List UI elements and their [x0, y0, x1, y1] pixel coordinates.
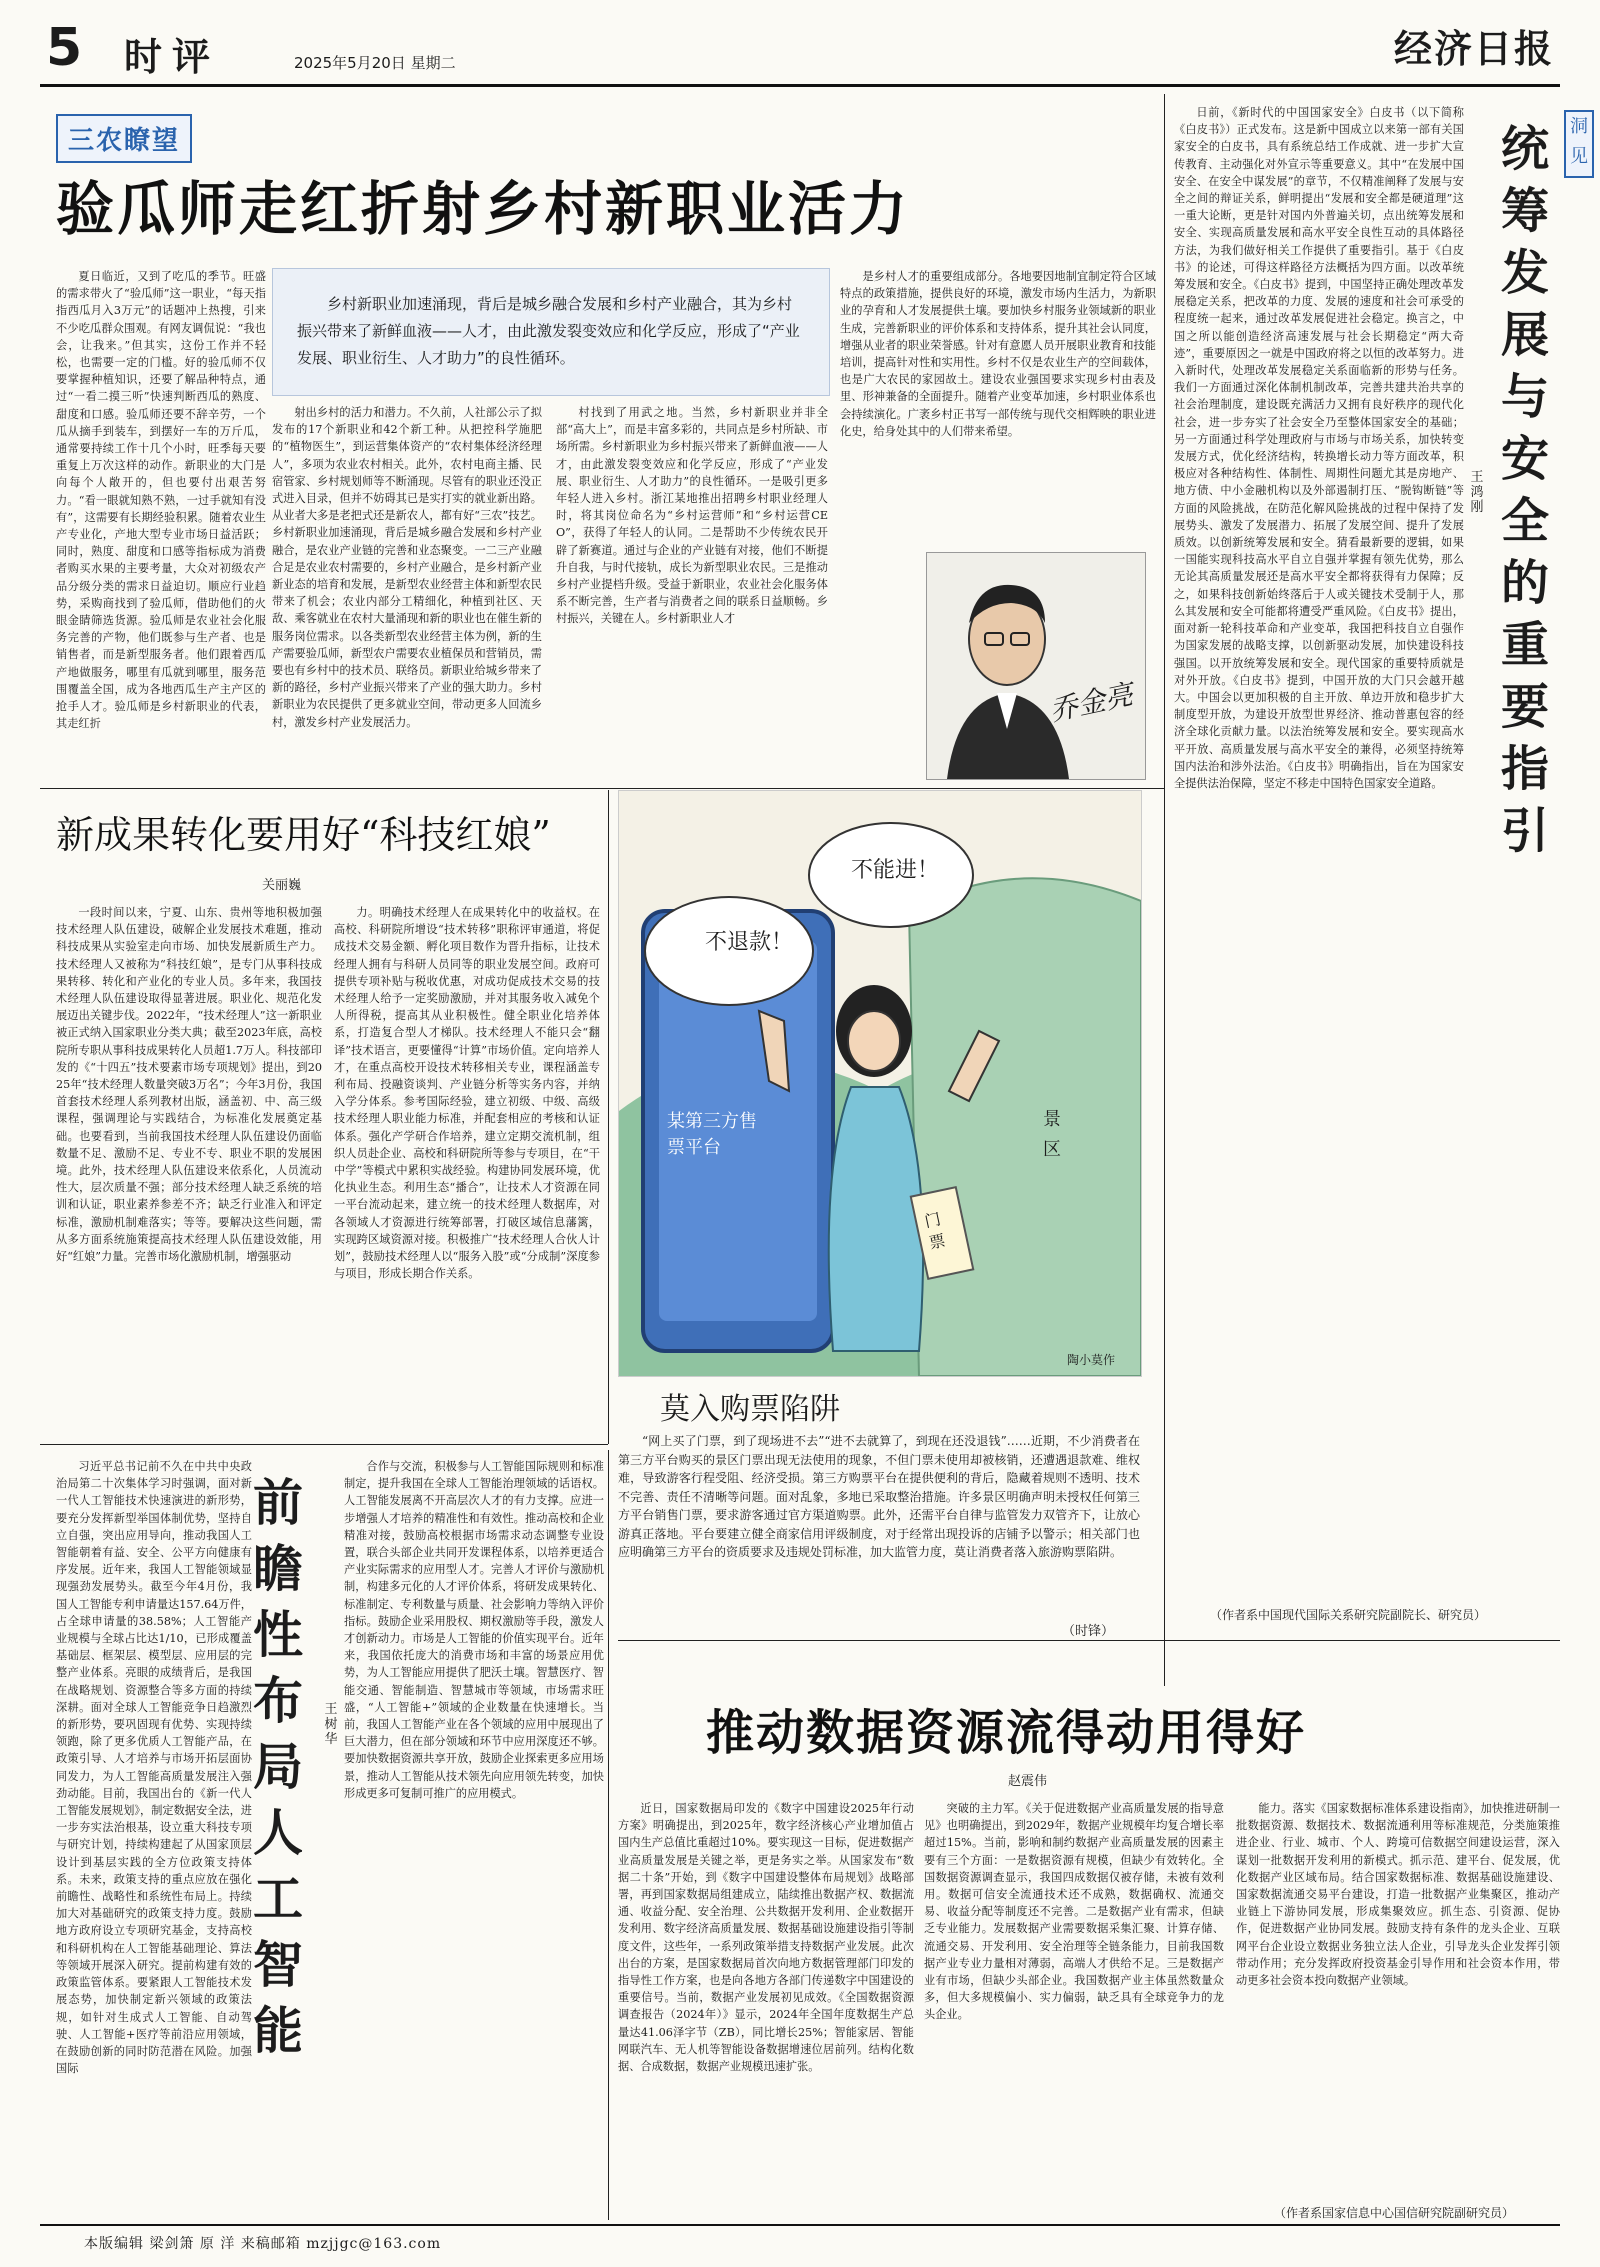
portrait-illustration — [927, 553, 1145, 779]
article5-title: 推动数据资源流得动用得好 — [706, 1705, 1307, 1761]
section-name: 时评 — [124, 35, 221, 79]
article3-author: 王树华 — [324, 1702, 338, 1747]
issue-date: 2025年5月20日 星期二 — [294, 54, 456, 72]
article3-column-1-text: 习近平总书记前不久在中共中央政治局第二十次集体学习时强调，面对新一代人工智能技术快速演进的新形势，要充分发挥新型举国体制优势，坚持自立自强，突出应用导向，推动我国人工智能朝着有益、安全、公平方向健康有序发展。近年来，我国人工智能领域显现强劲发展势头。截至今年4月份，我国人工智能专利申请量达157.64万件，占全球申请量的38.58%；人工智能产业规模与全球占比达1/10，已形成覆盖基础层、框架层、模型层、应用层的完整产业体系。亮眼的成绩背后，是我国在战略规划、资源整合等多方面的持续深耕。面对全球人工智能竞争日趋激烈的新形势，要巩固现有优势、实现持续领跑，除了更多优质人工智能产品，在政策引导、人才培养与市场开拓层面协同发力，为人工智能高质量发展注入强劲动能。目前，我国出台的《新一代人工智能发展规划》，制定数据安全法，进一步夯实法治根基，设立重大科技专项与研究计划，持续构建起了从国家顶层设计到基层实践的全方位政策支持体系。未来，政策支持的重点应放在强化前瞻性、战略性和系统性布局上。持续加大对基础研究的政策支持力度。鼓励地方政府设立专项研究基金，支持高校和科研机构在人工智能基础理论、算法等领域开展深入研究。提前构建有效的政策监管体系。要紧跟人工智能技术发展态势，加快制定新兴领域的政策法规，如针对生成式人工智能、自动驾驶、人工智能+医疗等前沿应用领域，在鼓励创新的同时防范潜在风险。加强国际 — [56, 1460, 252, 2076]
author-portrait — [926, 552, 1146, 780]
column-divider — [608, 1450, 609, 2220]
column-tag-sannong: 三农瞭望 — [56, 114, 192, 163]
cartoon-illustration — [618, 790, 1142, 1377]
footer-rule — [40, 2224, 1560, 2226]
page-number: 5 — [46, 18, 83, 78]
article2-column-1 — [56, 904, 322, 1434]
article5-affiliation: （作者系国家信息中心国信研究院副研究员） — [1274, 2206, 1515, 2220]
article3-column-2-text: 合作与交流，积极参与人工智能国际规则和标准制定，提升我国在全球人工智能治理领域的话语权。人工智能发展离不开高层次人才的有力支撑。应进一步增强人才培养的精准性和有效性。推动高校和企业精准对接，鼓励高校根据市场需求动态调整专业设置，联合头部企业共同开发课程体系，以培养更适合产业实际需求的应用型人才。完善人才评价与激励机制，构建多元化的人才评价体系，将研发成果转化、标准制定、专利数量与质量、社会影响力等纳入评价指标。鼓励企业采用股权、期权激励等手段，激发人才创新动力。市场是人工智能的价值实现平台。近年来，我国依托庞大的消费市场和丰富的场景应用优势，为人工智能应用提供了肥沃土壤。智慧医疗、智能交通、智能制造、智慧城市等领域，市场需求旺盛，“人工智能+”领域的企业数量在快速增长。当前，我国人工智能产业在各个领域的应用中展现出了巨大潜力，但在部分领域和环节中应用深度还不够。要加快数据资源共享开放，鼓励企业探索更多应用场景，推动人工智能从技术领先向应用领先转变，加快形成更多可复制可推广的应用模式。 — [344, 1460, 604, 1800]
article4-text: 日前，《新时代的中国国家安全》白皮书（以下简称《白皮书》）正式发布。这是新中国成立以来第一部有关国家安全的白皮书，具有系统总结工作成就、进一步扩大宣传教育、主动强化对外宣示等重要意义。其中“在发展中国安全、在安全中谋发展”的章节，不仅精准阐释了发展与安全之间的辩证关系，鲜明提出“发展和安全都是硬道理”这一重大论断，更是针对国内外普遍关切，点出统筹发展和安全、实现高质量发展和高水平安全良性互动的具体路径方法，为我们做好相关工作提供了重要指引。基于《白皮书》的论述，可得这样路径方法概括为四方面。以改革统筹发展和安全。《白皮书》提到，中国坚持正确处理改革发展稳定关系，把改革的力度、发展的速度和社会可承受的程度统一起来，通过改革发展促进社会稳定。换言之，中国之所以能创造经济高速发展与社会长期稳定“两大奇迹”，重要原因之一就是中国政府将之以恒的改革努力。进入新时代，处理改革发展稳定关系面临新的形势与任务。我们一方面通过深化体制机制改革，完善共建共治共享的社会治理制度，建设既充满活力又拥有良好秩序的现代化社会，进一步夯实了社会安全乃至整体国家安全的基础；另一方面通过科学处理政府与市场与市场关系，加快转变发展方式，优化经济结构，转换增长动力等方面改革，积极应对各种结构性、体制性、周期性问题尤其是房地产、地方债、中小金融机构以及外部遏制打压、“脱钩断链”等方面的风险挑战，在防范化解风险挑战的过程中保持了发展势头、激发了发展潜力、拓展了发展空间、提升了发展质效。以创新统筹发展和安全。猜看最新要的逻辑，如果一国能实现科技高水平自立自强并掌握有领先优势，那么无论其高质量发展还是高水平安全都将获得有力保障；反之，如果科技创新始终落后于人或关键技术受制于人，那么其发展和安全可能都将遭受严重风险。《白皮书》提出，面对新一轮科技革命和产业变革，我国把科技自立自强作为国家发展的战略支撑，以创新驱动发展，加快建设科技强国。以开放统筹发展和安全。现代国家的重要特质就是对外开放。《白皮书》提到，中国开放的大门只会越开越大。中国会以更加积极的自主开放、单边开放和稳步扩大制度型开放，为建设开放型世界经济、推动普惠包容的经济全球化贡献力量。以法治统筹发展和安全。要实现高水平开放、高质量发展与高水平安全的兼得，必须坚持统筹国内法治和涉外法治。《白皮书》明确指出，旨在为国家安全提供法治保障，坚定不移走中国特色国家安全道路。 — [1174, 106, 1464, 790]
article2-column-1-text: 一段时间以来，宁夏、山东、贵州等地积极加强技术经理人队伍建设，破解企业发展技术难题，推动科技成果从实验室走向市场、加快发展新质生产力。技术经理人又被称为“科技红娘”，是专门从事科技成果转移、转化和产业化的专业人员。多年来，我国技术经理人队伍建设取得显著进展。职业化、规范化发展迈出关键步伐。2022年，“技术经理人”这一新职业被正式纳入国家职业分类大典；截至2023年底，高校院所专职从事科技成果转化人员超1.7万人。科技部印发的《“十四五”技术要素市场专项规划》提出，到2025年“技术经理人数量突破3万名”；今年3月份，我国首套技术经理人系列教材出版，涵盖初、中、高三级课程，强调理论与实践结合，为标准化发展奠定基础。也要看到，当前我国技术经理人队伍建设仍面临数量不足、激励不足、专业不专、职业不职的发展困境。此外，技术经理人队伍建设来依系化，人员流动性大，层次质量不强；部分技术经理人缺乏系统的培训和认证，职业素养参差不齐；缺乏行业准入和评定标准，激励机制难落实；等等。要解决这些问题，需从多方面系统施策提高技术经理人队伍建设效能，用好“红娘”力量。完善市场化激励机制，增强驱动 — [56, 906, 322, 1264]
article5-column-2-text: 突破的主力军。《关于促进数据产业高质量发展的指导意见》也明确提出，到2029年，数据产业规模年均复合增长率超过15%。当前，影响和制约数据产业高质量发展的因素主要有三个方面：一是数据资源有规模，但缺少有效转化。全国数据资源调查显示，我国四成数据仅被存储，未被有效利用。数据可信安全流通技术还不成熟，数据确权、流通交易、收益分配等制度还不完善。二是数据产业有需求，但缺乏专业能力。发展数据产业需要数据采集汇聚、计算存储、流通交易、开发利用、安全治理等全链条能力，目前我国数据产业专业力量相对薄弱，高端人才供给不足。三是数据产业有市场，但缺少头部企业。我国数据产业主体虽然数量众多，但大多规模偏小、实力偏弱，缺乏具有全球竞争力的龙头企业。 — [924, 1802, 1224, 2022]
column-divider — [608, 790, 609, 1444]
article3-column-1 — [56, 1458, 252, 2214]
author-signature: 乔金亮 — [1046, 677, 1136, 728]
article4-body — [1174, 104, 1464, 1600]
article1-column-3 — [556, 404, 828, 776]
cartoon-caption — [618, 1432, 1140, 1620]
masthead-rule — [40, 84, 1560, 87]
article5-column-1-text: 近日，国家数据局印发的《数字中国建设2025年行动方案》明确提出，到2025年，数字经济核心产业增加值占国内生产总值比重超过10%。要实现这一目标，促进数据产业高质量发展是关键之举，更是务实之举。从国家发布“数据二十条”开始，到《数字中国建设整体布局规划》战略部署，再到国家数据局组建成立，陆续推出数据产权、数据流通、收益分配、安全治理、公共数据开发利用、企业数据开发利用、数字经济高质量发展、数据基础设施建设指引等制度文件，这些年，一系列政策举措支持数据产业发展。此次出台的方案，是国家数据局首次向地方数据管理部门印发的指导性工作方案，也是向各地方各部门传递数字中国建设的重要信号。当前，数据产业发展初见成效。《全国数据资源调查报告（2024年）》显示，2024年全国年度数据生产总量达41.06泽字节（ZB），同比增长25%；智能家居、智能网联汽车、无人机等智能设备数据增速位居前列。结构化数据、合成数据，数据产业规模迅速扩张。 — [618, 1802, 914, 2074]
footer-editors: 本版编辑 梁剑箫 原 洋 来稿邮箱 mzjjgc@163.com — [84, 2236, 442, 2252]
article5-column-3-text: 能力。落实《国家数据标准体系建设指南》，加快推进研制一批数据资源、数据技术、数据流通利用等标准规范，分类施策推进企业、行业、城市、个人、跨境可信数据空间建设运营，深入谋划一批数据开发利用的新模式。抓示范、建平台、促发展，优化数据产业区域布局。结合国家数据标准、数据基础设施建设、国家数据流通交易平台建设，打造一批数据产业集聚区，推动产业链上下游协同发展，形成集聚效应。抓生态、引资源、促协作，促进数据产业协同发展。鼓励支持有条件的龙头企业、互联网平台企业设立数据业务独立法人企业，引导龙头企业发挥引领带动作用；充分发挥政府投资基金引导作用和社会资本作用，带动更多社会资本投向数据产业领域。 — [1236, 1802, 1560, 1988]
article4-title — [1492, 118, 1558, 862]
article1-title: 验瓜师走红折射乡村新职业活力 — [56, 175, 911, 243]
cartoon-phone-label: 某第三方售票平台 — [667, 1111, 757, 1158]
article5-column-2 — [924, 1800, 1224, 2220]
article4-affiliation: （作者系中国现代国际关系研究院副院长、研究员） — [1210, 1608, 1487, 1622]
article1-column-2 — [272, 404, 542, 776]
article3-title — [246, 1470, 310, 2064]
article4-title-text: 统筹发展与安全的重要指引 — [1500, 121, 1549, 859]
article1-column-4-text: 是乡村人才的重要组成部分。各地要因地制宜制定符合区域特点的政策措施，提供良好的环境，激发市场内生活力，为新职业的孕育和人才发展提供土壤。要加快乡村服务业领域新的职业生成，完善新职业的评价体系和支持体系，提升其社会认同度，增强从业者的职业荣誉感。针对有意愿人员开展职业教育和技能培训，提高针对性和实用性。乡村不仅是农业生产的空间载体，也是广大农民的家园故土。建设农业强国要求实现乡村由表及里、形神兼备的全面提升。随着产业变革加速，乡村职业体系也会持续演化。广袤乡村正书写一部传统与现代交相辉映的职业进化史，给身处其中的人们带来希望。 — [840, 270, 1156, 438]
divider — [618, 1640, 1560, 1641]
article1-column-2-text: 射出乡村的活力和潜力。不久前，人社部公示了拟发布的17个新职业和42个新工种。从把控科学施肥的“植物医生”，到运营集体资产的“农村集体经济经理人”，多项为农业农村相关。此外，农村电商主播、民宿管家、乡村规划师等不断涌现。尽管有的职业还没正式进入目录，但并不妨碍其已是实打实的就业新出路。从业者大多是老把式还是新农人，都有好“三农”技艺。乡村新职业加速涌现，背后是城乡融合发展和乡村产业融合，是农业产业链的完善和业态聚变。一二三产业融合足是农业农村需要的，乡村产业融合，是乡村新产业新业态的培育和发展，是新型农业经营主体和新型农民带来了机会；农业内部分工精细化，种植到社区、天敌、乘客就业在农村大量涌现和新的职业也在催生新的服务岗位需求。以各类新型农业经营主体为例，新的生产需要验瓜师，新型农户需要农业植保员和营销员，需要也有乡村中的技术员、联络员。新职业给城乡带来了新的路径，乡村产业振兴带来了产业的强大助力。乡村新职业为农民提供了更多就业空间，带动更多人回流乡村，激发乡村产业发展活力。 — [272, 406, 542, 729]
article1-lead-box — [272, 268, 830, 396]
article4-author: 王鸿刚 — [1470, 470, 1484, 515]
article3-column-2 — [344, 1458, 604, 2214]
cartoon-caption-author: （时锋） — [1062, 1624, 1115, 1639]
article1-column-1-text: 夏日临近，又到了吃瓜的季节。旺盛的需求带火了“验瓜师”这一职业，“每天指指西瓜月入3万元”的话题冲上热搜，引来不少吃瓜群众围观。有网友调侃说：“我也会，让我来。”但其实，这份工作并不轻松，也需要一定的门槛。好的验瓜师不仅要掌握种植知识，还要了解品种特点，通过“一看二摸三听”快速判断西瓜的熟度、甜度和口感。验瓜师还要不辞辛劳，一个瓜从摘手到装车，到摆好一车的万斤瓜，通常要持续工作十几个小时，旺季每天要重复上万次这样的动作。新职业的大门是向每个人敞开的，但也要付出艰苦努力。“看一眼就知熟不熟，一过手就知有没有”，这需要有长期经验积累。随着农业生产专业化，产地大型专业市场日益活跃；同时，熟度、甜度和口感等指标成为消费者购买水果的主要考量，大众对初级农产品分级分类的需求日益迫切。顺应行业趋势，采购商找到了验瓜师，借助他们的火眼金睛筛选货源。验瓜师是农业社会化服务完善的产物，他们既参与生产者、也是销售者，而是新型服务者。他们跟着西瓜产地做服务，哪里有瓜就到哪里，服务范围覆盖全国，成为各地西瓜生产主产区的抢手人才。验瓜师是乡村新职业的代表，其走红折 — [56, 270, 266, 731]
article1-column-4 — [840, 268, 1156, 548]
column-divider — [1164, 94, 1165, 1686]
column-tag-dongjian: 洞见 — [1564, 110, 1594, 178]
article1-lead: 乡村新职业加速涌现，背后是城乡融合发展和乡村产业融合，其为乡村振兴带来了新鲜血液——人才，由此激发裂变效应和化学反应，形成了“产业发展、职业衍生、人才助力”的良性循环。 — [297, 295, 800, 367]
divider — [40, 1444, 608, 1445]
cartoon-caption-text: “网上买了门票，到了现场进不去”“进不去就算了，到现在还没退钱”……近期，不少消费者在第三方平台购买的景区门票出现无法使用的现象，不但门票未使用却被核销，还遭遇退款难、维权难，导致游客行程受阻、经济受损。第三方购票平台在提供便利的背后，隐藏着规则不透明、技术不完善、责任不清晰等问题。面对乱象，多地已采取整治措施。许多景区明确声明未授权任何第三方平台销售门票，要求游客通过官方渠道购票。此外，还需平台自律与监管发力双管齐下，让放心游真正落地。平台要建立健全商家信用评级制度，对于经常出现投诉的店铺予以警示；相关部门也应明确第三方平台的资质要求及违规处罚标准，加大监管力度，莫让消费者落入旅游购票陷阱。 — [618, 1434, 1140, 1559]
divider — [40, 788, 1164, 789]
newspaper-logo: 经济日报 — [1393, 26, 1554, 71]
article5-column-3 — [1236, 1800, 1560, 2200]
cartoon-artist: 陶小莫作 — [1067, 1353, 1116, 1367]
article1-column-3-text: 村找到了用武之地。当然，乡村新职业并非全部“高大上”，而是丰富多彩的，共同点是乡村所缺、市场所需。乡村新职业为乡村振兴带来了新鲜血液——人才，由此激发裂变效应和化学反应，形成了“产业发展、职业衍生、人才助力”的良性循环。一是吸引更多年轻人进入乡村。浙江某地推出招聘乡村职业经理人时，将其岗位命名为“乡村运营师”和“乡村运营CEO”，获得了年轻人的认同。二是帮助不少传统农民开辟了新赛道。通过与企业的产业链有对接，他们不断提升自我，与时代接轨，成长为新型职业农民。三是推动乡村产业提档升级。受益于新职业，农业社会化服务体系不断完善，生产者与消费者之间的联系日益顺畅。乡村振兴，关键在人。乡村新职业人才 — [556, 406, 828, 626]
article3-title-text: 前瞻性布局人工智能 — [253, 1474, 303, 2060]
article5-author: 赵震伟 — [1008, 1774, 1048, 1789]
article2-author: 关丽巍 — [262, 878, 302, 893]
article5-column-1 — [618, 1800, 914, 2220]
cartoon-caption-title: 莫入购票陷阱 — [660, 1392, 840, 1427]
article1-column-1 — [56, 268, 266, 776]
cartoon-bubble-right: 不能进！ — [851, 858, 940, 883]
cartoon-ticket-label: 门票 — [922, 1209, 948, 1253]
article2-column-2 — [334, 904, 600, 1434]
cartoon-bubble-left: 不退款！ — [705, 930, 794, 955]
cartoon-scenic-label: 景区 — [1043, 1109, 1061, 1160]
article2-title: 新成果转化要用好“科技红娘” — [56, 813, 551, 857]
article2-column-2-text: 力。明确技术经理人在成果转化中的收益权。在高校、科研院所增设“技术转移”职称评审通道，将促成技术交易金额、孵化项目数作为晋升指标，让技术经理人拥有与科研人员同等的职业发展空间。政府可提供专项补贴与税收优惠，对成功促成技术交易的技术经理人给予一定奖励激励，并对其服务收入减免个人所得税，提高其从业积极性。健全职业化培养体系，打造复合型人才梯队。技术经理人不能只会“翻译”技术语言，更要懂得“计算”市场价值。定向培养人才，在重点高校开设技术转移相关专业，课程涵盖专利布局、投融资谈判、产业链分析等实务内容，并纳入学分体系。参考国际经验，建立初级、中级、高级技术经理人职业能力标准，并配套相应的考核和认证体系。强化产学研合作培养，建立定期交流机制，组织人员赴企业、高校和科研院所等参与专项目，在“干中学”等模式中累积实战经验。构建协同发展环境，优化执业生态。利用生态“播合”，让技术人才资源在同一平台流动起来，建立统一的技术经理人数据库，对各领域人才资源进行统筹部署，打破区域信息藩篱，实现跨区域资源对接。积极推广“技术经理人合伙人计划”，鼓励技术经理人以“服务入股”或“分成制”深度参与项目，形成长期合作关系。 — [334, 906, 600, 1281]
